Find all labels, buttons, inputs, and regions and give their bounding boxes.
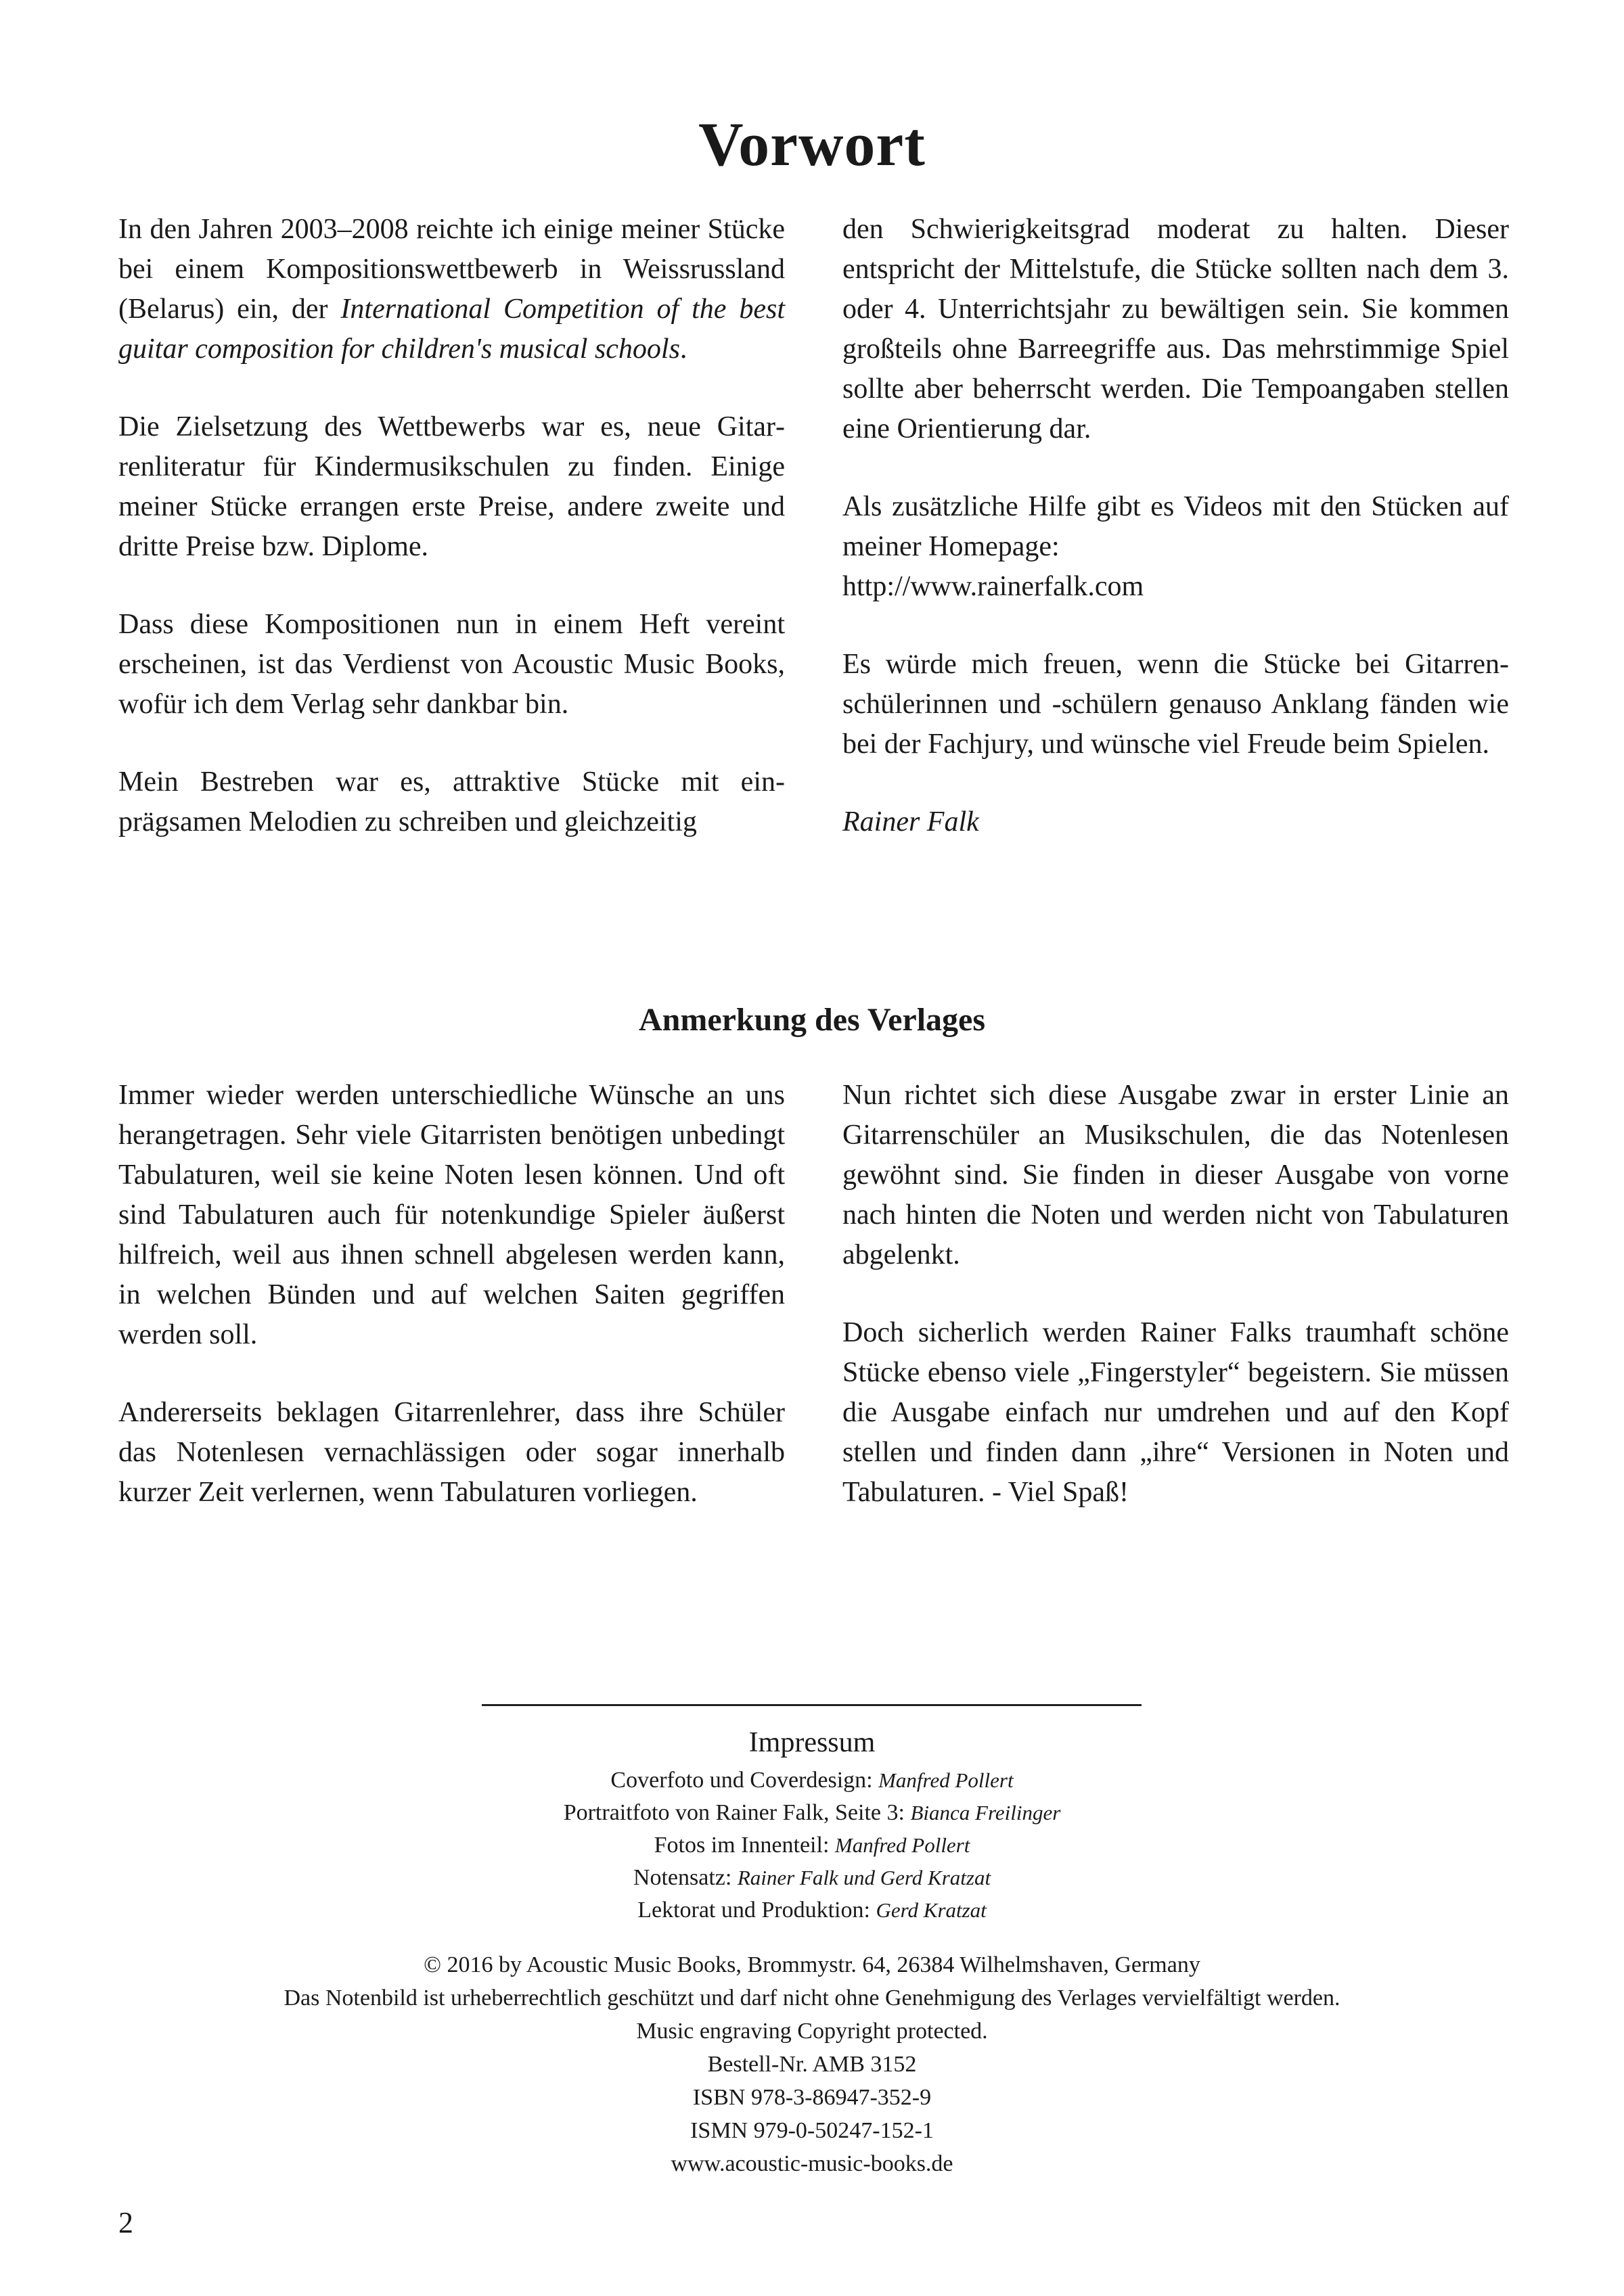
impressum-title: Impressum: [748, 1727, 876, 1758]
legal-block: [0, 1948, 1624, 2180]
competition-name: International Competition of the best guitar composition for children's musical schools: [118, 294, 785, 365]
credit-label: Fotos im Innenteil:: [654, 1833, 835, 1858]
vorwort-right-column: [842, 210, 1509, 880]
impressum-block: [0, 1724, 1624, 1927]
vorwort-paragraph-1: [118, 210, 785, 369]
note-paragraph-1: Immer wieder werden unterschiedliche Wünsche an uns herangetragen. Sehr viele Gitarristen benötigen unbedingt Tabulaturen, weil sie keine Noten lesen können. Und oft sind Tabulaturen auch für notenkundige Spieler äußerst hilfreich, weil aus ihnen schnell abgelesen werden kann, in welchen Bünden und auf welchen Saiten gegriffen werden soll.: [118, 1080, 785, 1350]
credit-line: [0, 1862, 1624, 1894]
isbn: ISBN 978-3-86947-352-9: [692, 2085, 932, 2110]
credit-label: Lektorat und Produktion:: [637, 1898, 876, 1923]
credit-label: Notensatz:: [633, 1865, 738, 1890]
vorwort-paragraph-3: Dass diese Kompositionen nun in einem Heft vereint erscheinen, ist das Verdienst von Acoustic Music Books, wofür ich dem Verlag sehr dankbar bin.: [118, 609, 785, 720]
engraving-notice: Music engraving Copyright protected.: [636, 2019, 988, 2044]
copyright-notice: Das Notenbild ist urheberrechtlich geschützt und darf nicht ohne Genehmigung des Verlages vervielfältigt werden.: [284, 1985, 1340, 2011]
vorwort-paragraph-4: Mein Bestreben war es, attraktive Stücke mit einprägsamen Melodien zu schreiben und gleichzeitig: [118, 766, 785, 837]
credit-line: [0, 1764, 1624, 1797]
vorwort-p6-text: Als zusätzliche Hilfe gibt es Videos mit den Stücken auf meiner Homepage:: [842, 491, 1509, 562]
note-paragraph-4: Doch sicherlich werden Rainer Falks traumhaft schöne Stücke ebenso viele „Fingerstyler“ begeistern. Sie müssen die Ausgabe einfach nur umdrehen und auf den Kopf stellen und finden dann „ihre“ Versionen in Noten und Tabulaturen. - Viel Spaß!: [842, 1317, 1509, 1508]
vorwort-paragraph-7: Es würde mich freuen, wenn die Stücke bei Gitarrenschülerinnen und -schülern genauso Anklang fänden wie bei der Fachjury, und wünsche viel Freude beim Spielen.: [842, 649, 1509, 760]
note-right-column: [842, 1076, 1509, 1551]
copyright-line: © 2016 by Acoustic Music Books, Brommystr. 64, 26384 Wilhelmshaven, Germany: [424, 1952, 1200, 1977]
note-paragraph-2: Andererseits beklagen Gitarrenlehrer, dass ihre Schüler das Notenlesen vernachlässigen oder sogar innerhalb kurzer Zeit verlernen, wenn Tabulaturen vorliegen.: [118, 1397, 785, 1508]
vorwort-paragraph-5: den Schwierigkeitsgrad moderat zu halten. Dieser entspricht der Mittelstufe, die Stücke sollten nach dem 3. oder 4. Unterrichtsjahr zu bewältigen sein. Sie kommen großteils ohne Barreegriffe aus. Das mehrstimmige Spiel sollte aber beherrscht werden. Die Tempoangaben stellen eine Orientierung dar.: [842, 214, 1509, 444]
homepage-link[interactable]: http://www.rainerfalk.com: [842, 571, 1144, 602]
publisher-website-link[interactable]: www.acoustic-music-books.de: [671, 2151, 953, 2176]
vorwort-paragraph-2: Die Zielsetzung des Wettbewerbs war es, neue Gitarrenliteratur für Kindermusikschulen zu finden. Einige meiner Stücke errangen erste Preise, andere zweite und dritte Preise bzw. Diplome.: [118, 411, 785, 562]
credit-name: Rainer Falk und Gerd Kratzat: [737, 1866, 991, 1889]
note-paragraph-3: Nun richtet sich diese Ausgabe zwar in erster Linie an Gitarrenschüler an Musikschulen, die das Notenlesen gewöhnt sind. Sie finden in dieser Ausgabe von vorne nach hinten die Noten und werden nicht von Tabulaturen abgelenkt.: [842, 1080, 1509, 1270]
credit-line: [0, 1797, 1624, 1829]
page-title: Vorwort: [698, 110, 926, 179]
vorwort-left-column: [118, 210, 785, 880]
page-number: 2: [118, 2206, 133, 2239]
vorwort-paragraph-6: [842, 487, 1509, 607]
author-signature: Rainer Falk: [842, 806, 979, 837]
credit-label: Coverfoto und Coverdesign:: [610, 1768, 879, 1793]
note-left-column: [118, 1076, 785, 1551]
vorwort-p1-text-a: In den Jahren 2003–2008 reichte ich einige meiner Stücke bei einem Kompositionswettbewerb in Weissrussland (Belarus) ein, der: [118, 214, 785, 325]
credit-name: Gerd Kratzat: [876, 1898, 987, 1922]
order-number: Bestell-Nr. AMB 3152: [707, 2052, 917, 2077]
credit-name: Manfred Pollert: [878, 1768, 1014, 1792]
credit-line: [0, 1829, 1624, 1862]
vorwort-p1-text-b: .: [679, 334, 687, 365]
credit-name: Manfred Pollert: [834, 1833, 970, 1857]
credit-line: [0, 1894, 1624, 1927]
credit-name: Bianca Freilinger: [910, 1801, 1061, 1824]
divider-line: [482, 1704, 1142, 1706]
credit-label: Portraitfoto von Rainer Falk, Seite 3:: [563, 1800, 911, 1825]
ismn: ISMN 979-0-50247-152-1: [690, 2118, 934, 2143]
publisher-note-heading: Anmerkung des Verlages: [638, 1002, 986, 1038]
